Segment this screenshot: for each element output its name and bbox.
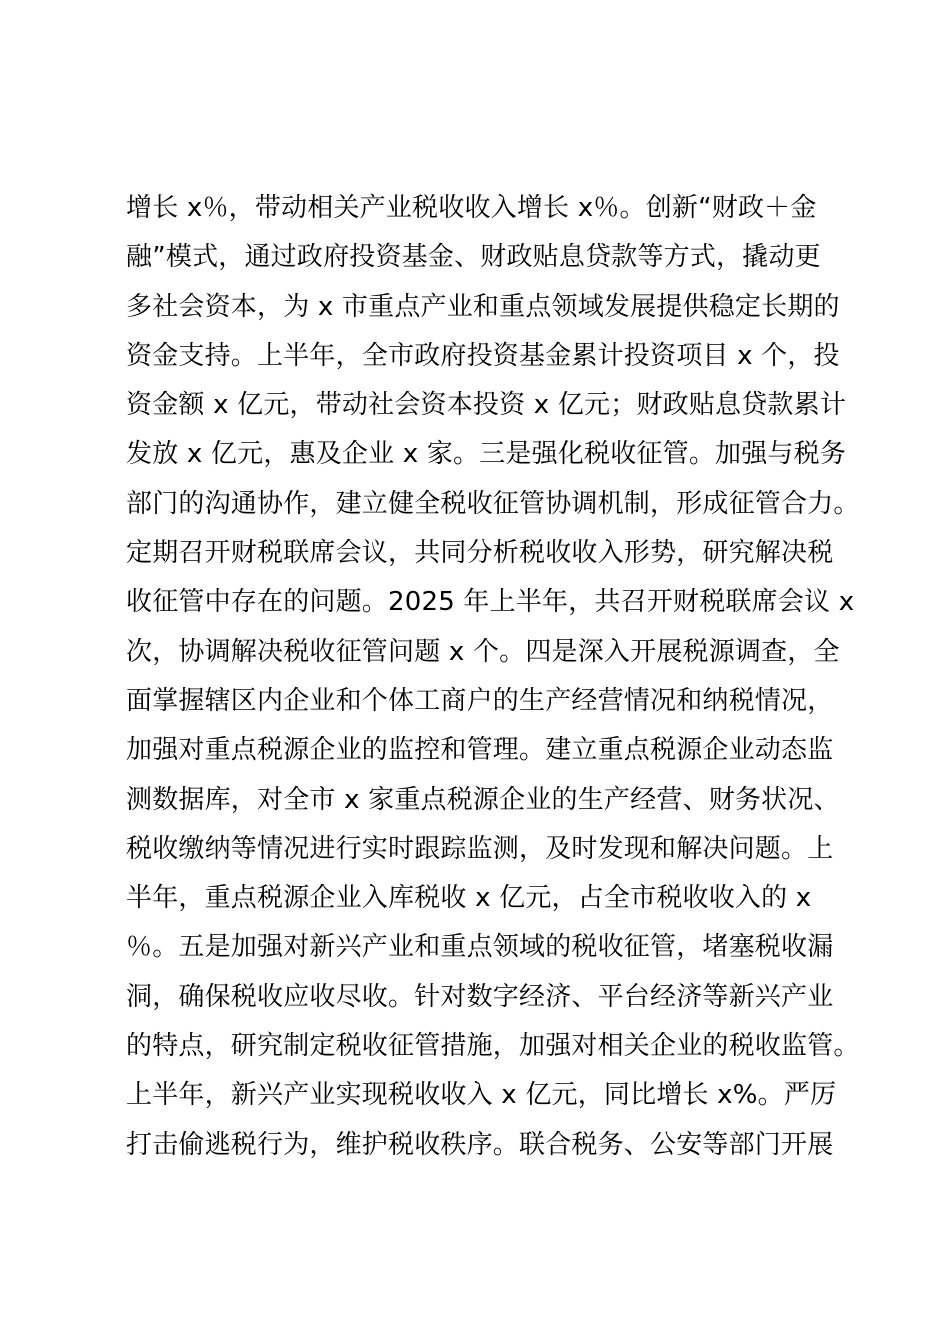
text-line: 上半年，新兴产业实现税收收入 x 亿元，同比增长 x%。严厉 [126,1080,837,1111]
text-line: 定期召开财税联席会议，共同分析税收收入形势，研究解决税 [126,538,834,569]
text-line: 半年，重点税源企业入库税收 x 亿元，占全市税收收入的 x [126,883,812,914]
text-line: 资金支持。上半年，全市政府投资基金累计投资项目 x 个，投 [126,340,840,371]
text-line: ％。五是加强对新兴产业和重点领域的税收征管，堵塞税收漏 [126,932,834,963]
text-line: 多社会资本，为 x 市重点产业和重点领域发展提供稳定长期的 [126,291,840,322]
body-text [126,184,860,1170]
text-line: 税收缴纳等情况进行实时跟踪监测，及时发现和解决问题。上 [126,833,834,864]
text-line: 洞，确保税收应收尽收。针对数字经济、平台经济等新兴产业 [126,981,834,1012]
text-line: 打击偷逃税行为，维护税收秩序。联合税务、公安等部门开展 [126,1129,834,1160]
text-line: 次，协调解决税收征管问题 x 个。四是深入开展税源调查，全 [126,636,840,667]
text-line: 收征管中存在的问题。2025 年上半年，共召开财税联席会议 x [126,587,855,618]
text-line: 面掌握辖区内企业和个体工商户的生产经营情况和纳税情况， [126,685,834,716]
text-line: 发放 x 亿元，惠及企业 x 家。三是强化税收征管。加强与税务 [126,439,847,470]
text-line: 测数据库，对全市 x 家重点税源企业的生产经营、财务状况、 [126,784,840,815]
text-line: 融”模式，通过政府投资基金、财政贴息贷款等方式，撬动更 [126,242,821,273]
text-line: 增长 x％，带动相关产业税收收入增长 x％。创新“财政＋金 [126,193,817,223]
text-line: 资金额 x 亿元，带动社会资本投资 x 亿元；财政贴息贷款累计 [126,390,847,421]
text-line: 加强对重点税源企业的监控和管理。建立重点税源企业动态监 [126,735,834,766]
text-line: 的特点，研究制定税收征管措施，加强对相关企业的税收监管。 [126,1031,860,1062]
text-line: 部门的沟通协作，建立健全税收征管协调机制，形成征管合力。 [126,488,860,519]
